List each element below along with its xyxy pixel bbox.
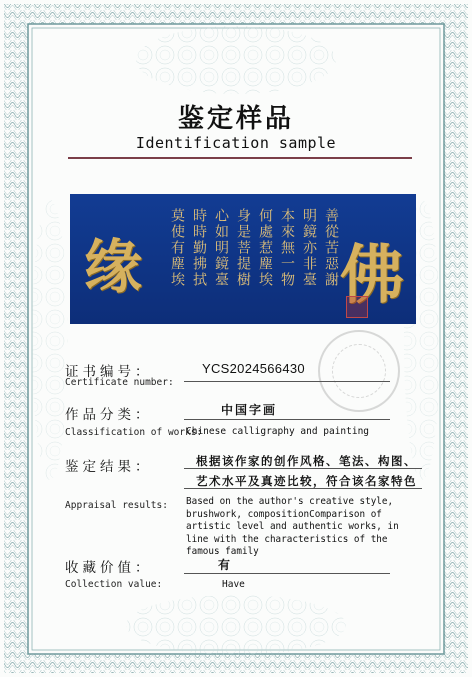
appraisal-label-en: Appraisal results: xyxy=(65,500,168,511)
cert-no-label-cn: 证书编号： xyxy=(65,364,153,380)
classification-underline xyxy=(184,419,390,420)
artwork-char-right: 佛 xyxy=(340,238,404,313)
verse-column: 善從苦惡謝 xyxy=(323,208,339,288)
appraisal-underline-1 xyxy=(184,468,422,469)
collection-underline xyxy=(184,573,390,574)
classification-value-en: Chinese calligraphy and painting xyxy=(186,426,370,437)
collection-label-en: Collection value: xyxy=(65,579,163,590)
collection-value-cn: 有 xyxy=(218,558,231,572)
appraisal-label-cn: 鉴定结果： xyxy=(65,459,153,475)
classification-label-cn: 作品分类： xyxy=(65,407,153,423)
verse-column: 何處惹塵埃 xyxy=(257,208,273,288)
artist-seal-icon xyxy=(346,296,368,318)
verse-column: 本來無一物 xyxy=(279,208,295,288)
cert-no-label-en: Certificate number: xyxy=(65,377,174,388)
verse-column: 時時勤拂拭 xyxy=(191,208,207,288)
appraisal-underline-2 xyxy=(184,488,422,489)
artwork-char-left: 缘 xyxy=(84,233,143,301)
cert-no-underline xyxy=(184,381,390,382)
title-rule xyxy=(68,157,412,159)
classification-label-en: Classification of works: xyxy=(65,427,203,438)
verse-column: 心如明鏡臺 xyxy=(213,208,229,288)
certificate-title-en: Identification sample xyxy=(135,134,337,152)
appraisal-stamp-icon xyxy=(318,330,400,412)
calligraphy-artwork xyxy=(70,194,416,324)
artwork-verse xyxy=(170,208,338,288)
collection-label-cn: 收藏价值： xyxy=(65,560,153,576)
classification-value-cn: 中国字画 xyxy=(221,403,278,417)
appraisal-value-en: Based on the author's creative style, brushwork, compositionComparison of artistic level and authentic works, in line with the characteristics of the famous family xyxy=(186,496,399,558)
verse-column: 身是菩提樹 xyxy=(235,208,251,288)
cert-no-value: YCS2024566430 xyxy=(202,361,305,376)
appraisal-value-cn: 根据该作家的创作风格、笔法、构图、艺术水平及真迹比较，符合该名家特色 xyxy=(196,454,417,488)
verse-column: 莫使有塵埃 xyxy=(169,208,185,288)
verse-column: 明鏡亦非臺 xyxy=(301,208,317,288)
certificate-title-cn: 鉴定样品 xyxy=(177,104,294,134)
collection-value-en: Have xyxy=(222,579,245,590)
